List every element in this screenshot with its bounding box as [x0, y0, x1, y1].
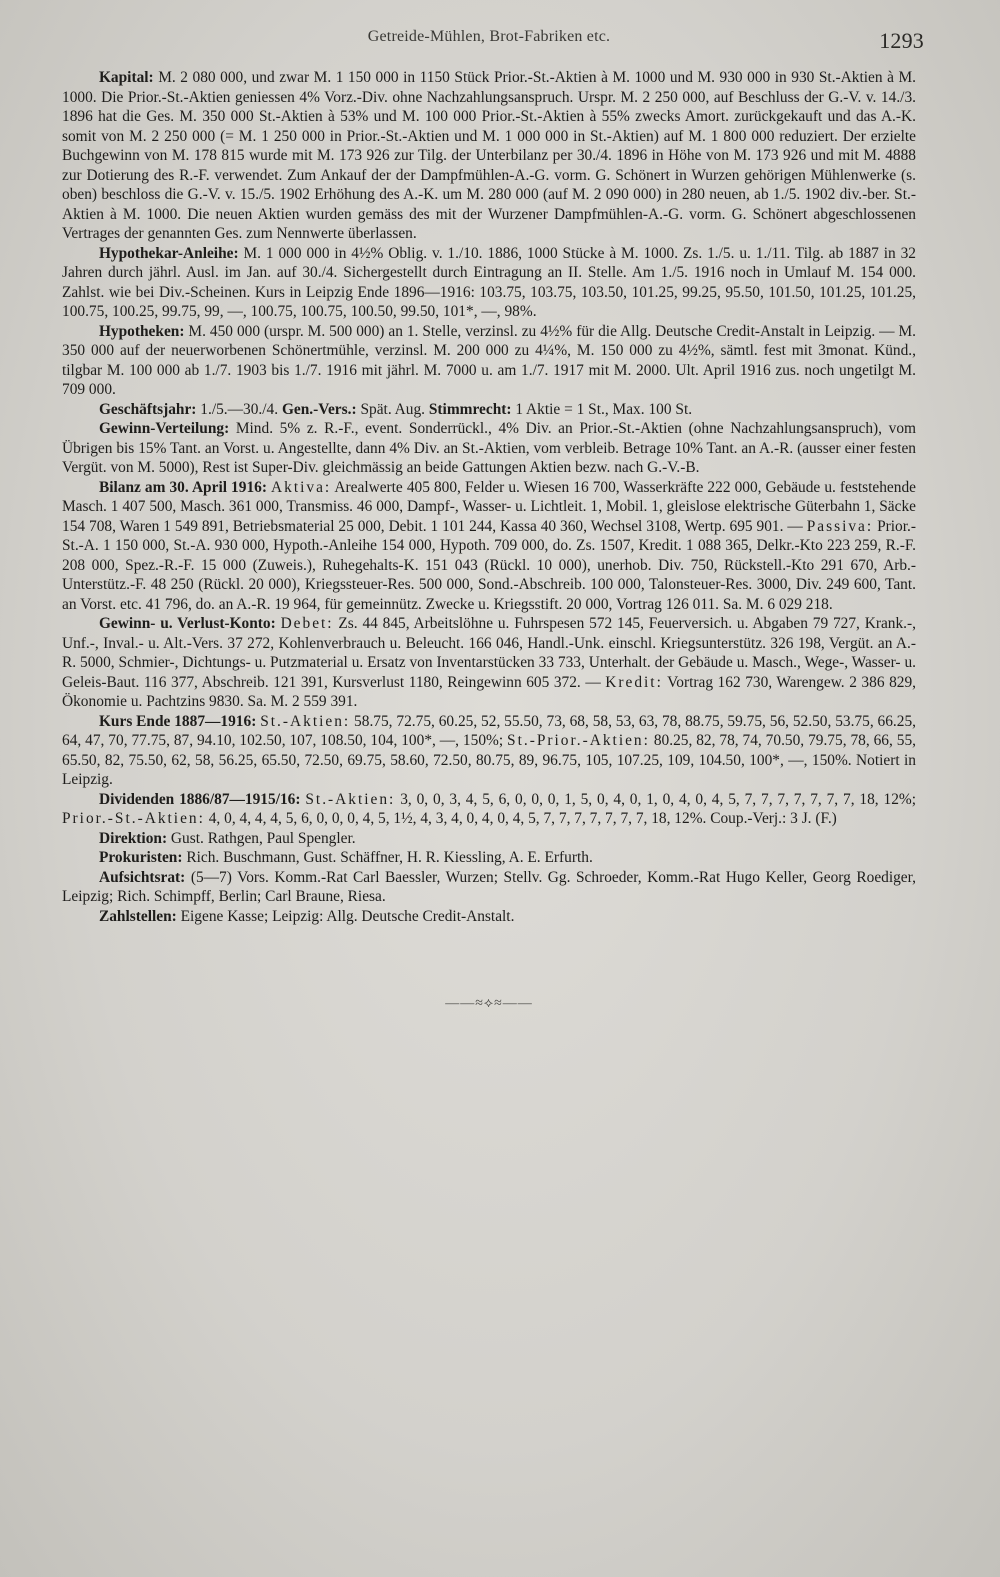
label-hypotheken: Hypotheken:	[98, 322, 185, 340]
running-title: Getreide-Mühlen, Brot-Fabriken etc.	[367, 28, 611, 45]
label-zahlstellen: Zahlstellen:	[98, 907, 177, 925]
page-header	[62, 18, 924, 58]
paragraph-prokuristen	[62, 848, 916, 868]
text-passiva: Prior.-St.-A. 1 150 000, St.-A. 930 000, Hypoth.-Anleihe 154 000, Hypoth. 709 000, do. Zs. 1507, Kredit. 1 088 365, Delkr.-Kto 223 259, R.-F. 208 000, Spez.-R.-F. 15 000 (Zuweis.), Ruhegehalts-K. 151 043 (Rückl. 10 000), unerhob. Div. 750, Rückstell.-Kto 291 670, Arb.-Unterstütz.-F. 48 250 (Rückl. 20 000), Kriegssteuer-Res. 500 000, Sond.-Abschreib. 100 000, Talonsteuer-Res. 3000, Div. 249 600, Tant. an Vorst. etc. 41 796, do. an A.-R. 19 964, für gemeinnütz. Zwecke u. Kriegsstift. 20 000, Vortrag 126 011. Sa. M. 6 029 218.	[62, 517, 916, 613]
text-kurse-st: 58.75, 72.75, 60.25, 52, 55.50, 73, 68, 58, 53, 63, 78, 88.75, 59.75, 56, 52.50, 53.75, 66.25, 64, 47, 70, 77.75, 87, 94.10, 102.50, 107, 108.50, 104, 100*, —, 150%;	[62, 712, 917, 749]
label-prokuristen: Prokuristen:	[98, 849, 183, 866]
paragraph-bilanz	[62, 478, 916, 615]
paragraph-kapital	[62, 68, 916, 244]
text-gen-vers: Spät. Aug.	[356, 400, 429, 418]
section-divider-ornament: ——≈⟡≈——	[445, 996, 533, 1011]
label-dividenden: Dividenden 1886/87—1915/16:	[98, 790, 301, 808]
label-gewinnverteilung: Gewinn-Verteilung:	[98, 420, 230, 437]
label-aktiva: Aktiva:	[271, 478, 332, 496]
paragraph-direktion	[62, 829, 916, 849]
text-hypotheken: M. 450 000 (urspr. M. 500 000) an 1. Stelle, verzinsl. zu 4½% für die Allg. Deutsche Credit-Anstalt in Leipzig. — M. 350 000 auf der neuerworbenen Schönertmühle, verzinsl. M. 200 000 zu 4¼%, M. 150 000 zu 4½%, sämtl. fest mit 3monat. Künd., tilgbar M. 100 000 ab 1./7. 1903 bis 1./7. 1916 mit jährl. M. 7000 u. am 1./7. 1917 mit M. 2000. Ult. April 1916 zus. noch ungetilgt M. 709 000.	[62, 322, 916, 398]
text-kurse-prior: 80.25, 82, 78, 74, 70.50, 79.75, 78, 66, 55, 65.50, 82, 75.50, 62, 58, 56.25, 65.50, 72.50, 69.75, 58.60, 72.50, 80.75, 89, 96.75, 105, 107.25, 109, 104.50, 100*, —, 150%. Notiert in Leipzig.	[62, 732, 916, 788]
label-bilanz: Bilanz am 30. April 1916:	[98, 478, 267, 496]
paragraph-aufsichtsrat	[62, 868, 916, 907]
paragraph-anleihe	[62, 244, 916, 322]
paragraph-hypotheken	[62, 322, 916, 400]
text-direktion: Gust. Rathgen, Paul Spengler.	[167, 829, 356, 847]
paragraph-gewinnkonto	[62, 614, 916, 712]
text-dividenden-prior: 4, 0, 4, 4, 4, 5, 6, 0, 0, 0, 4, 5, 1½, 4, 3, 4, 0, 4, 0, 4, 5, 7, 7, 7, 7, 7, 7, 7, 18, 12%. Coup.-Verj.: 3 J. (F.)	[204, 810, 837, 827]
page-number: 1293	[879, 28, 924, 53]
label-gen-vers: Gen.-Vers.:	[281, 400, 357, 418]
text-aktiva: Arealwerte 405 800, Felder u. Wiesen 16 700, Wasserkräfte 222 000, Gebäude u. feststehende Masch. 1 407 500, Masch. 361 000, Transmiss. 46 000, Dampf-, Wasser- u. Lichtleit. 1, Mobil. 1, gleislose elektrische Güterbahn 1, Säcke 154 708, Waren 1 549 891, Betriebsmaterial 25 000, Debit. 1 101 244, Kassa 40 360, Wechsel 3108, Wertp. 695 901. —	[62, 478, 916, 535]
label-kurse-st: St.-Aktien:	[260, 712, 351, 730]
text-debet: Zs. 44 845, Arbeitslöhne u. Fuhrspesen 572 145, Feuerversich. u. Abgaben 79 727, Krank.-, Unf.-, Inval.- u. Alt.-Vers. 37 272, Kohlenverbrauch u. Beleucht. 166 046, Handl.-Unk. einschl. Kriegsunterstütz. 326 198, Vergüt. an A.-R. 5000, Schmier-, Dichtungs- u. Putzmaterial u. Ersatz von Inventarstücken 33 733, Unterhalt. der Gebäude u. Masch., Wege-, Wasser- u. Geleis-Baut. 116 377, Abschreib. 121 391, Kursverlust 1180, Reingewinn 605 372. —	[62, 615, 916, 691]
label-kredit: Kredit:	[605, 673, 663, 691]
text-kredit: Vortrag 162 730, Warengew. 2 386 829, Ökonomie u. Pachtzins 9830. Sa. M. 2 559 391.	[62, 673, 916, 710]
paragraph-gewinnverteilung	[62, 419, 916, 478]
text-aufsichtsrat: (5—7) Vors. Komm.-Rat Carl Baessler, Wurzen; Stellv. Gg. Schroeder, Komm.-Rat Hugo Keller, Georg Roediger, Leipzig; Rich. Schimpff, Berlin; Carl Braune, Riesa.	[62, 868, 916, 905]
text-stimmrecht: 1 Aktie = 1 St., Max. 100 St.	[511, 400, 693, 418]
text-anleihe: M. 1 000 000 in 4½% Oblig. v. 1./10. 1886, 1000 Stücke à M. 1000. Zs. 1./5. u. 1./11. Tilg. ab 1887 in 32 Jahren durch jährl. Ausl. im Jan. auf 30./4. Sichergestellt durch Eintragung an II. Stelle. Am 1./5. 1916 noch in Umlauf M. 154 000. Zahlst. wie bei Div.-Scheinen. Kurs in Leipzig Ende 1896—1916: 103.75, 103.75, 103.50, 101.25, 99.25, 95.50, 101.50, 101.25, 101.25, 100.75, 100.25, 99.75, 99, —, 100.75, 100.75, 100.50, 99.50, 101*, —, 98%.	[62, 244, 916, 320]
body-text	[62, 68, 916, 926]
paragraph-zahlstellen	[62, 907, 916, 927]
label-kurse-prior: St.-Prior.-Aktien:	[507, 732, 650, 749]
label-passiva: Passiva:	[806, 517, 874, 535]
label-dividenden-st: St.-Aktien:	[305, 790, 396, 808]
label-kapital: Kapital:	[98, 69, 154, 86]
paragraph-kurse	[62, 712, 916, 790]
text-geschaeftsjahr: 1./5.—30./4.	[196, 400, 282, 418]
label-direktion: Direktion:	[98, 829, 168, 847]
text-gewinnverteilung: Mind. 5% z. R.-F., event. Sonderrückl., 4% Div. an Prior.-St.-Aktien (ohne Nachzahlungsanspruch), vom Übrigen bis 15% Tant. an Vorst. u. Angestellte, dann 4% Div. an St.-Aktien, vom verbleib. Betrage 10% Tant. an A.-R. (ausser einer festen Vergüt. von M. 5000), Rest ist Super-Div. gleichmässig an beide Gattungen Aktien bezw. nach G.-V.-B.	[62, 420, 916, 476]
paragraph-geschaeftsjahr	[62, 400, 916, 420]
label-anleihe: Hypothekar-Anleihe:	[98, 244, 239, 262]
label-debet: Debet:	[280, 615, 334, 632]
label-aufsichtsrat: Aufsichtsrat:	[98, 868, 186, 886]
label-gewinnkonto: Gewinn- u. Verlust-Konto:	[98, 615, 276, 632]
label-stimmrecht: Stimmrecht:	[428, 400, 512, 418]
text-kapital: M. 2 080 000, und zwar M. 1 150 000 in 1150 Stück Prior.-St.-Aktien à M. 1000 und M. 930 000 in 930 St.-Aktien à M. 1000. Die Prior.-St.-Aktien geniessen 4% Vorz.-Div. ohne Nachzahlungsanspruch. Urspr. M. 2 250 000, auf Beschluss der G.-V. v. 14./3. 1896 hat die Ges. M. 350 000 St.-Aktien à 53% und M. 100 000 Prior.-St.-Aktien à 55% zwecks Amort. zurückgekauft und das A.-K. somit von M. 2 250 000 (= M. 1 250 000 in Prior.-St.-Aktien und M. 1 000 000 in St.-Aktien) auf M. 1 800 000 reduziert. Der erzielte Buchgewinn von M. 178 815 wurde mit M. 173 926 zur Tilg. der Unterbilanz per 30./4. 1896 in Höhe von M. 173 926 und mit M. 4888 zur Dotierung des R.-F. verwendet. Zum Ankauf der der Dampfmühlen-A.-G. vorm. G. Schönert in Wurzen gehörigen Mühlenwerke (s. oben) beschloss die G.-V. v. 15./5. 1902 Erhöhung des A.-K. um M. 280 000 (auf M. 2 090 000) in 280 neuen, ab 1./5. 1902 div.-ber. St.-Aktien à M. 1000. Die neuen Aktien wurden gemäss des mit der Wurzener Dampfmühlen-A.-G. vorm. G. Schönert abgeschlossenen Vertrages der genannten Ges. zum Nennwerte überlassen.	[62, 69, 916, 242]
text-prokuristen: Rich. Buschmann, Gust. Schäffner, H. R. Kiessling, A. E. Erfurth.	[182, 849, 593, 866]
label-dividenden-prior: Prior.-St.-Aktien:	[62, 810, 205, 827]
label-geschaeftsjahr: Geschäftsjahr:	[98, 400, 197, 418]
text-dividenden-st: 3, 0, 0, 3, 4, 5, 6, 0, 0, 0, 1, 5, 0, 4, 0, 1, 0, 4, 0, 4, 5, 7, 7, 7, 7, 7, 7, 7, 18, 12%;	[395, 790, 916, 808]
paragraph-dividenden	[62, 790, 916, 829]
text-zahlstellen: Eigene Kasse; Leipzig: Allg. Deutsche Credit-Anstalt.	[176, 907, 515, 925]
label-kurse: Kurs Ende 1887—1916:	[98, 712, 257, 730]
